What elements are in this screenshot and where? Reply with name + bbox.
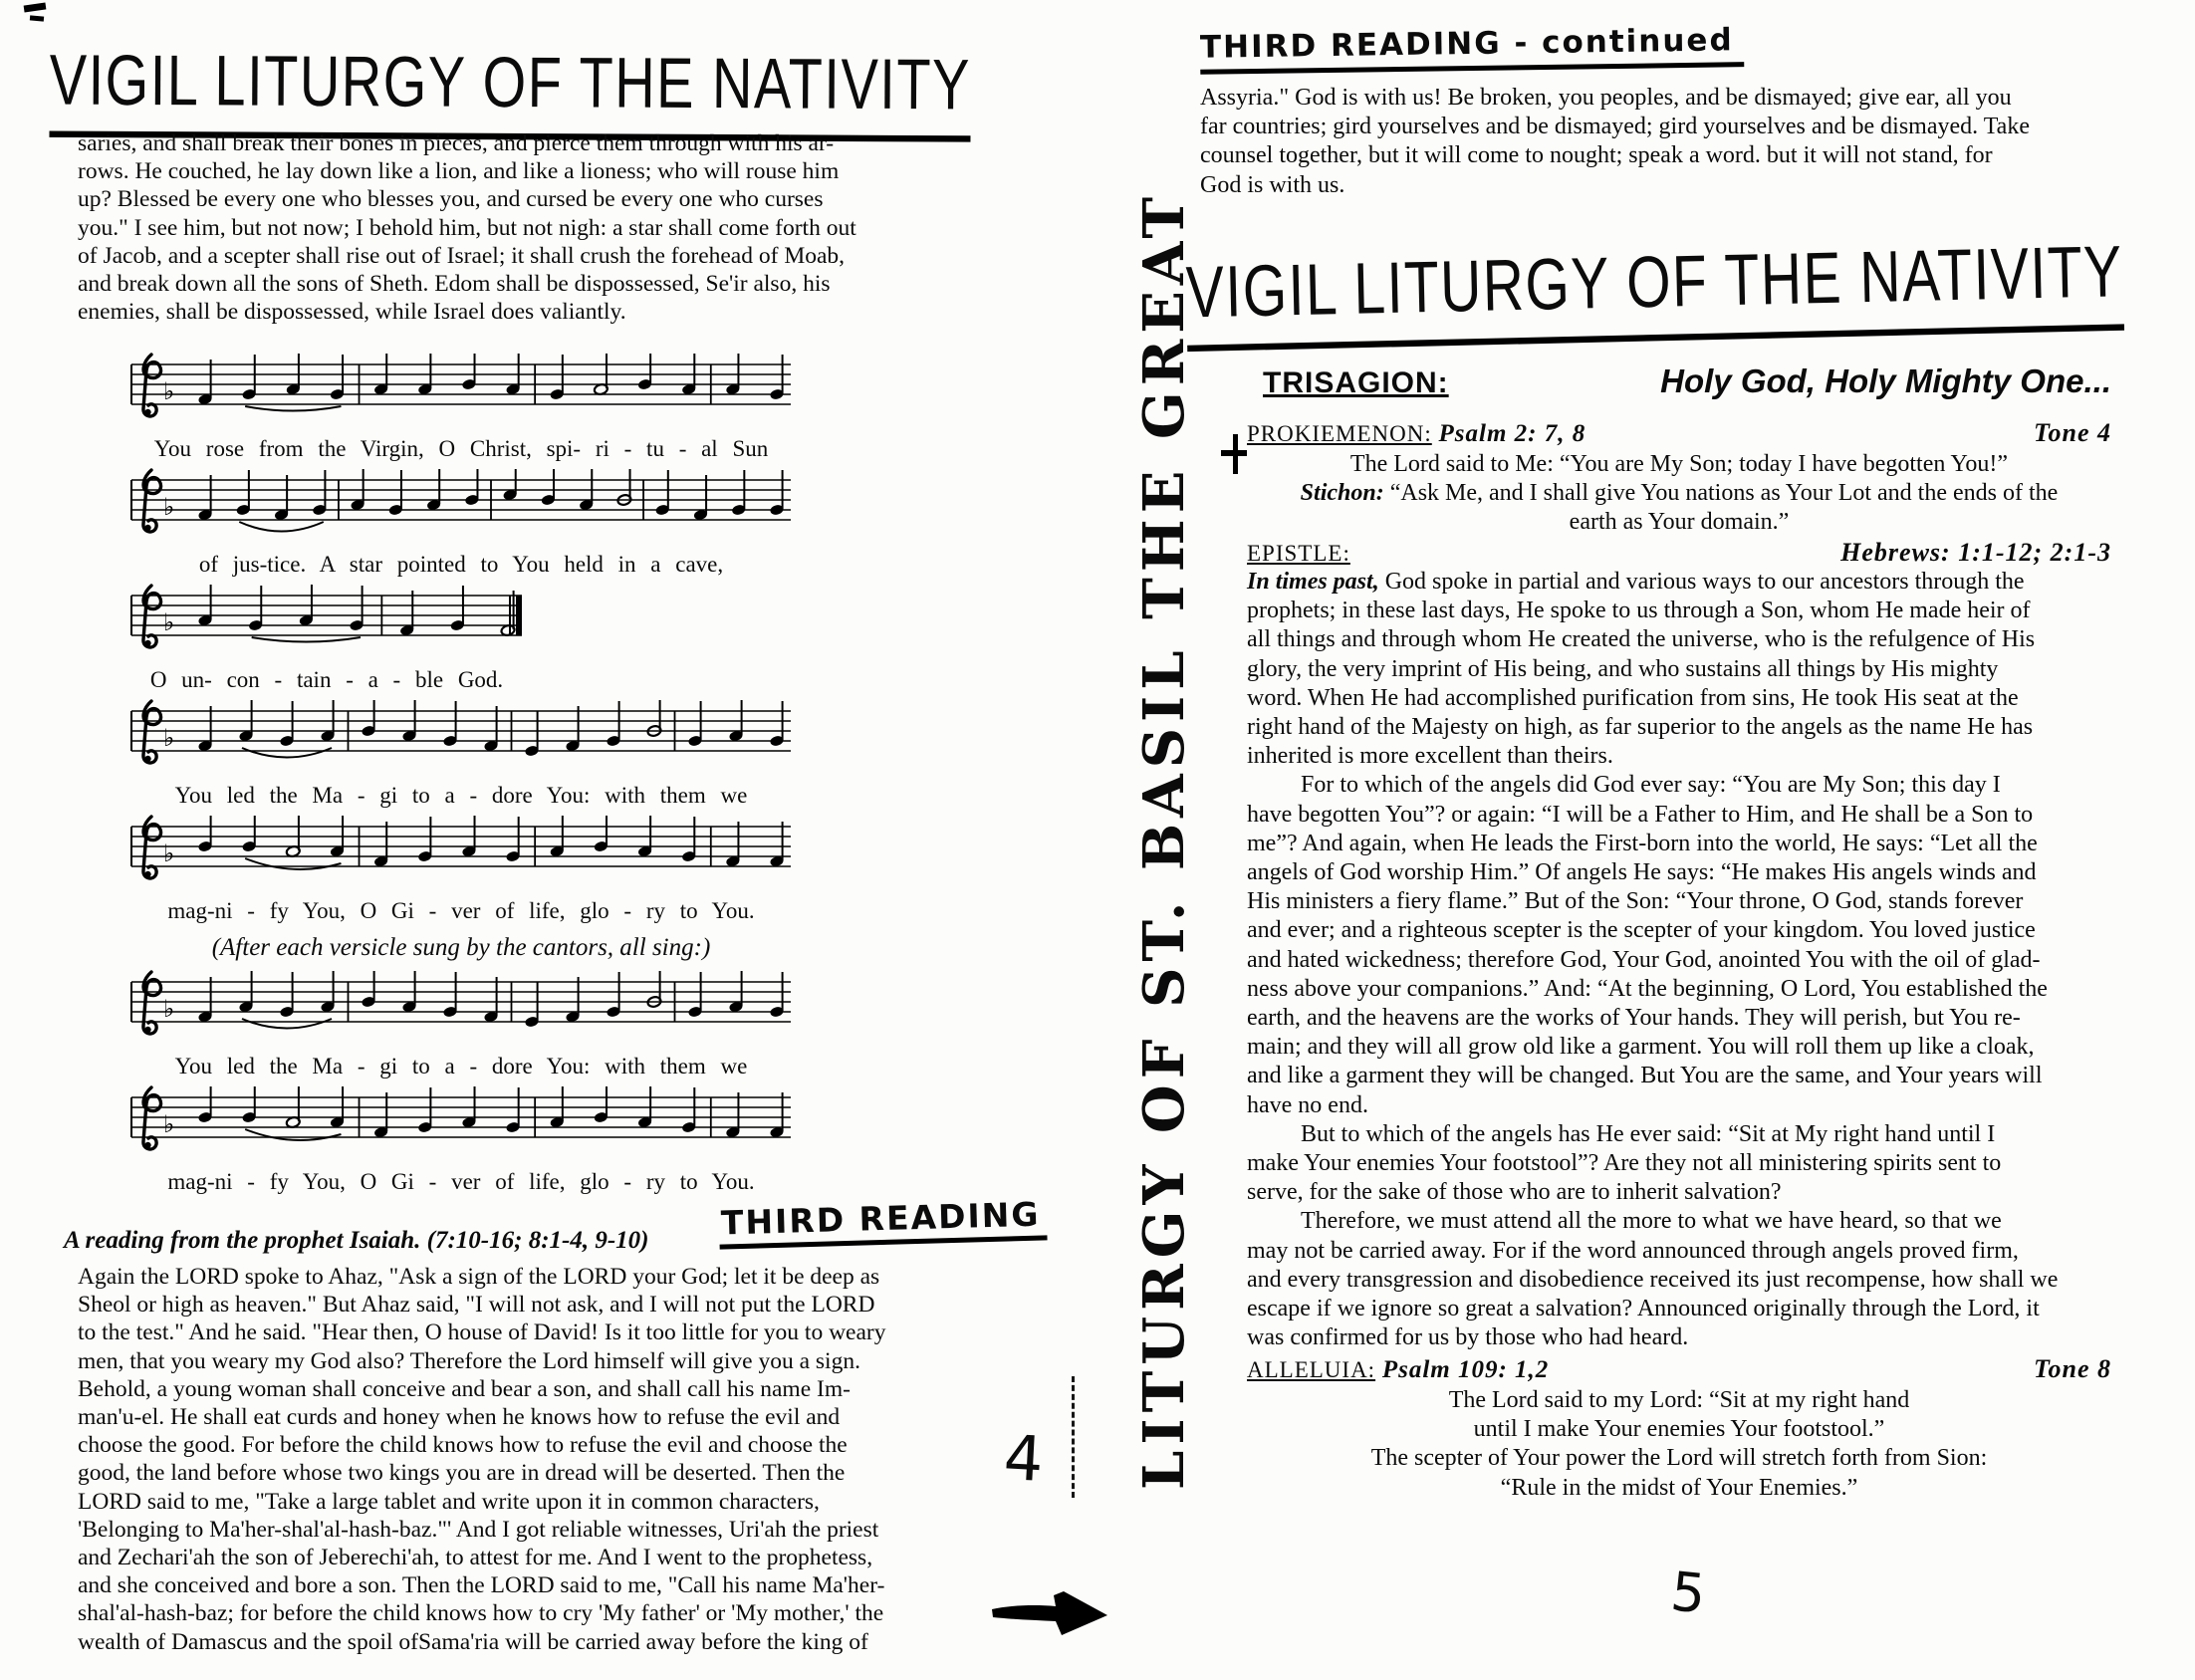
alleluia-label: ALLELUIA: <box>1247 1357 1376 1382</box>
alleluia-ref: Psalm 109: 1,2 <box>1381 1356 1550 1383</box>
text-line: earth, and the heavens are the works of Your hands. They will perish, but You re- <box>1247 1005 2021 1032</box>
text-line: LORD said to me, "Take a large tablet and write upon it in common characters, <box>78 1488 820 1515</box>
text-line: main; and they will all grow old like a garment. You will roll them up like a cloak, <box>1247 1034 2035 1061</box>
epistle-text <box>1247 568 2143 1352</box>
text-line: counsel together, but it will come to nought; speak a word. but it will not stand, for <box>1200 142 1993 169</box>
left-page-title: VIGIL LITURGY OF THE NATIVITY <box>49 38 971 142</box>
svg-text:♭: ♭ <box>163 1110 175 1138</box>
right-page-title: VIGIL LITURGY OF THE NATIVITY <box>1185 230 2124 352</box>
prokiemenon-label: PROKIEMENON: <box>1247 421 1432 446</box>
third-reading-annotation: THIRD READING <box>718 1194 1047 1249</box>
text-line: prophets; in these last days, He spoke to us through a Son, whom He made heir of <box>1247 598 2031 624</box>
epistle-paragraph-1 <box>1247 597 2143 771</box>
text-line: But to which of the angels has He ever said: “Sit at My right hand until I <box>1301 1120 1996 1147</box>
text-line: inherited is more excellent than theirs. <box>1247 743 1613 770</box>
staff-lyrics: mag-ni - fy You, O Gi - ver of life, glo - ry to You. <box>167 1169 755 1194</box>
text-line: far countries; gird yourselves and be dismayed; gird yourselves and be dismayed. Take <box>1200 114 2030 140</box>
text-line: to the test." And he said. "Hear then, O house of David! Is it too little for you to weary <box>78 1320 886 1346</box>
svg-text:♭: ♭ <box>163 608 175 636</box>
left-intro-paragraph <box>78 129 934 326</box>
svg-text:♭: ♭ <box>163 493 175 521</box>
alleluia-tone: Tone 8 <box>2034 1354 2111 1383</box>
alleluia-row <box>1247 1354 2111 1384</box>
text-line: The scepter of Your power the Lord will stretch forth from Sion: <box>1370 1445 1988 1472</box>
handwritten-arrow-icon <box>990 1587 1115 1639</box>
svg-text:♭: ♭ <box>163 840 175 867</box>
prokiemenon-verse: The Lord said to Me: “You are My Son; today I have begotten You!” <box>1349 451 2009 477</box>
text-line: may not be carried away. For if the word announced through angels proved firm, <box>1247 1237 2019 1264</box>
text-line: escape if we ignore so great a salvation? Announced originally through the Lord, it <box>1247 1296 2040 1322</box>
scan-mark-top-left <box>24 3 47 13</box>
staff-lyrics: of jus-tice. A star pointed to You held in a cave, <box>198 552 724 577</box>
left-page-number: 4 <box>1002 1420 1048 1497</box>
text-line: enemies, shall be dispossessed, while Israel does valiantly. <box>78 299 626 326</box>
cantor-rubric: (After each versicle sung by the cantors, all sing:) <box>211 934 711 961</box>
text-line: Behold, a young woman shall conceive and bear a son, and shall call his name Im- <box>78 1375 851 1402</box>
staff-lyrics: You rose from the Virgin, O Christ, spi- ri - tu - al Sun <box>153 436 769 461</box>
text-line: and break down all the sons of Sheth. Edom shall be dispossessed, Se'ir also, his <box>78 271 831 298</box>
staff-lyrics: mag-ni - fy You, O Gi - ver of life, glo - ry to You. <box>167 898 755 923</box>
text-line: Sheol or high as heaven." But Ahaz said, "I will not ask, and I will not put the LORD <box>78 1292 875 1319</box>
text-line: 'Belonging to Ma'her-shal'al-hash-baz."' And I got reliable witnesses, Uri'ah the priest <box>78 1516 879 1543</box>
svg-text:♭: ♭ <box>163 377 175 405</box>
text-line: and hated wickedness; therefore God, Your God, anointed You with the oil of glad- <box>1247 946 2041 973</box>
stichon-label: Stichon: <box>1300 480 1384 506</box>
text-line: glory, the very imprint of His being, and who sustains all things by His mighty <box>1247 655 1999 682</box>
scan-mark-trisagion-2 <box>1233 434 1238 474</box>
svg-text:♭: ♭ <box>163 995 175 1023</box>
music-staff <box>127 697 825 809</box>
staff-lines-and-notes <box>127 813 795 898</box>
text-line: and every transgression and disobedience received its just recompense, how shall we <box>1247 1266 2059 1293</box>
text-line: man'u-el. He shall eat curds and honey when he knows how to refuse the evil and <box>78 1404 841 1431</box>
text-line: shal'al-hash-baz; for before the child knows how to cry 'My father' or 'My mother,' the <box>78 1600 884 1627</box>
epistle-ref: Hebrews: 1:1-12; 2:1-3 <box>1840 538 2111 567</box>
text-line: and like a garment they will be changed. But You are the same, and Your years will <box>1247 1063 2043 1089</box>
text-line: “Rule in the midst of Your Enemies.” <box>1500 1474 1858 1501</box>
text-line: me”? And again, when He leads the First-born into the world, He says: “Let all the <box>1247 830 2038 856</box>
text-line: men, that you weary my God also? Therefore the Lord himself will give you a sign. <box>78 1347 860 1374</box>
staff-lines-and-notes <box>127 582 526 667</box>
continued-heading: THIRD READING - continued <box>1200 22 1744 75</box>
text-line: Again the LORD spoke to Ahaz, "Ask a sign of the LORD your God; let it be deep as <box>78 1264 880 1290</box>
text-line: good, the land before whose two kings you are in dread will be deserted. Then the <box>78 1460 846 1487</box>
epistle-paragraph-3 <box>1247 1120 2143 1208</box>
text-line: of Jacob, and a scepter shall rise out of Israel; it shall crush the forehead of Moab, <box>78 242 846 269</box>
center-fold-dashes <box>1072 1376 1075 1498</box>
music-staff <box>127 1083 825 1195</box>
text-line: was confirmed for us by those who had heard. <box>1247 1324 1689 1351</box>
prokiemenon-row <box>1247 418 2111 448</box>
music-staff <box>127 466 825 578</box>
text-line: Therefore, we must attend all the more to what we have heard, so that we <box>1301 1208 2002 1235</box>
prokiemenon-tone: Tone 4 <box>2034 418 2111 447</box>
text-line: up? Blessed be every one who blesses you, and cursed be every one who curses <box>78 186 824 213</box>
text-line: Assyria." God is with us! Be broken, you peoples, and be dismayed; give ear, all you <box>1200 85 2012 111</box>
staff-lines-and-notes <box>127 697 795 783</box>
text-line: right hand of the Majesty on high, as far superior to the angels as the name He has <box>1247 714 2034 741</box>
text-line: angels of God worship Him.” Of angels He says: “He makes His angels winds and <box>1247 859 2037 886</box>
stichon-text: “Ask Me, and I shall give You nations as Your Lot and the ends of the <box>1389 480 2059 506</box>
staff-lyrics: You led the Ma - gi to a - dore You: with them we <box>174 1054 748 1079</box>
epistle-first-line-rest: God spoke in partial and various ways to our ancestors through the <box>1378 569 2025 595</box>
text-line: and Zechari'ah the son of Jeberechi'ah, to attest for me. And I went to the prophetess, <box>78 1545 873 1571</box>
music-block <box>127 351 825 1199</box>
staff-lines-and-notes <box>127 1083 795 1169</box>
text-line: serve, for the sake of those who are to inherit salvation? <box>1247 1179 1782 1206</box>
text-line: you." I see him, but not now; I behold him, but not nigh: a star shall come forth out <box>78 214 856 241</box>
reading-paragraph <box>78 1263 954 1656</box>
epistle-paragraph-2 <box>1247 771 2143 1119</box>
scan-mark-top-left-2 <box>30 15 44 21</box>
text-line: choose the good. For before the child knows how to refuse the evil and choose the <box>78 1432 848 1459</box>
trisagion-value: Holy God, Holy Mighty One... <box>1660 362 2111 399</box>
continued-paragraph <box>1200 84 2111 200</box>
svg-text:♭: ♭ <box>163 724 175 752</box>
text-line: The Lord said to my Lord: “Sit at my right hand <box>1448 1387 1910 1413</box>
text-line: ness above your companions.” And: “At the beginning, O Lord, You established the <box>1247 975 2048 1002</box>
epistle-first-line <box>1247 568 2143 597</box>
trisagion-label: TRISAGION: <box>1263 366 1449 399</box>
text-line: and she conceived and bore a son. Then the LORD said to me, "Call his name Ma'her- <box>78 1572 885 1599</box>
stichon-line-2: earth as Your domain.” <box>1569 509 1790 535</box>
music-staff <box>127 351 825 462</box>
staff-lyrics: You led the Ma - gi to a - dore You: with them we <box>174 783 748 808</box>
music-staff <box>127 813 825 924</box>
epistle-row <box>1247 538 2111 568</box>
text-line: until I make Your enemies Your footstool.” <box>1473 1416 1885 1443</box>
reading-heading-text: A reading from the prophet Isaiah. (7:10-16; 8:1-4, 9-10) <box>64 1227 649 1254</box>
text-line: and ever; and a righteous scepter is the scepter of your kingdom. You loved justice <box>1247 917 2036 944</box>
music-staff <box>127 582 825 693</box>
text-line: For to which of the angels did God ever say: “You are My Son; this day I <box>1301 772 2001 799</box>
text-line: His ministers a fiery flame.” But of the Son: “Your throne, O God, stands forever <box>1247 888 2024 915</box>
epistle-paragraph-4 <box>1247 1207 2143 1352</box>
prokiemenon-heading <box>1247 420 1585 448</box>
staff-lines-and-notes <box>127 968 795 1054</box>
reading-heading <box>64 1227 649 1255</box>
text-line: make Your enemies Your footstool”? Are they not all ministering spirits sent to <box>1247 1150 2002 1177</box>
text-line: have begotten You”? or again: “I will be a Father to Him, and He shall be a Son to <box>1247 801 2034 828</box>
side-label: LITURGY OF ST. BASIL THE GREAT <box>1131 191 1197 1490</box>
music-staff <box>127 968 825 1080</box>
text-line: saries, and shall break their bones in pieces, and pierce them through with his ar- <box>78 130 835 156</box>
stichon-line-1 <box>1247 479 2111 508</box>
right-page-number: 5 <box>1667 1560 1711 1626</box>
text-line: wealth of Damascus and the spoil ofSama'ria will be carried away before the king of <box>78 1628 868 1655</box>
staff-lines-and-notes <box>127 351 795 436</box>
text-line: God is with us. <box>1200 171 1345 198</box>
trisagion-row <box>1263 362 2111 400</box>
alleluia-verses <box>1247 1386 2111 1503</box>
prokiemenon-ref: Psalm 2: 7, 8 <box>1438 420 1586 447</box>
alleluia-heading <box>1247 1356 1549 1384</box>
staff-lines-and-notes <box>127 466 795 552</box>
text-line: word. When He had accomplished purification from sins, He took His seat at the <box>1247 684 2019 711</box>
text-line: rows. He couched, he lay down like a lion, and like a lioness; who will rouse him <box>78 158 840 185</box>
epistle-lead: In times past, <box>1247 569 1379 595</box>
text-line: have no end. <box>1247 1091 1368 1118</box>
epistle-label: EPISTLE: <box>1247 541 1350 566</box>
text-line: all things and through whom He created the universe, who is the refulgence of His <box>1247 626 2036 653</box>
staff-lyrics: O un- con - tain - a - ble God. <box>149 667 504 692</box>
